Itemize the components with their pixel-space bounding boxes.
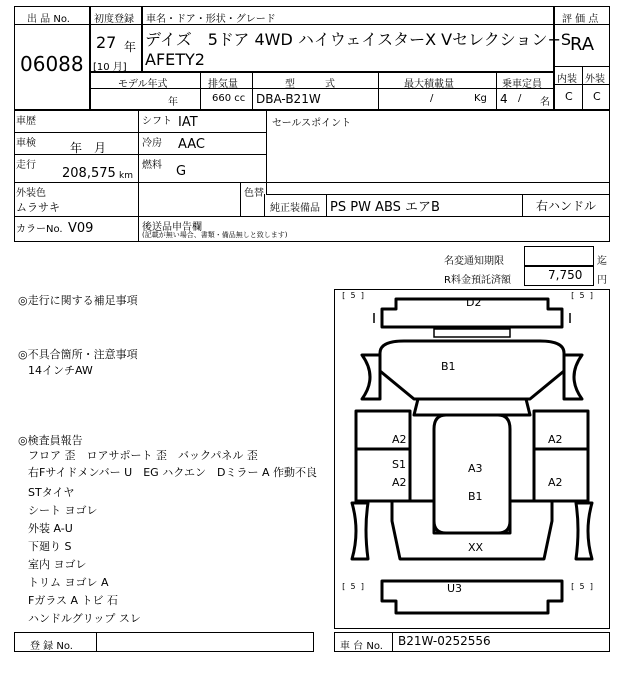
chassis-label: 車 台 No. [340, 641, 383, 652]
repaint-label: 色替 [244, 188, 264, 199]
car-name-line2: AFETY2 [145, 50, 205, 69]
chassis-number: B21W-0252556 [398, 634, 491, 648]
first-reg-month: [10 月] [93, 62, 127, 73]
capacity-label: 乗車定員 [502, 79, 542, 90]
type-value: DBA-B21W [256, 92, 321, 106]
color-value: ムラサキ [16, 201, 60, 214]
car-outline [334, 289, 610, 629]
fuel-label: 燃料 [142, 160, 162, 171]
displacement-value: 660 cc [212, 93, 246, 104]
inspector-line: 右Fサイドメンバー U EG ハクエン Dミラー A 作動不良 [28, 466, 317, 479]
recycle-label: R料金預託済額 [444, 275, 511, 286]
color-no-label: カラーNo. [16, 224, 63, 235]
tire-front-left-label: [ 5 ] [341, 291, 366, 300]
equipment-value: PS PW ABS エアB [330, 200, 440, 215]
color-no-value: V09 [68, 221, 94, 236]
damage-mark: A3 [468, 462, 483, 475]
inspector-line: Fガラス A トビ 石 [28, 594, 119, 607]
car-name-line1: デイズ 5ドア 4WD ハイウェイスターX Vセレクション+S [145, 30, 572, 49]
aircon-value: AAC [178, 137, 205, 152]
inspector-label: ◎検査員報告 [18, 434, 83, 447]
supplement-label: ◎走行に関する補足事項 [18, 294, 138, 307]
shaken-label: 車検 [16, 138, 36, 149]
damage-mark: XX [468, 541, 484, 554]
capacity-value: 4 [500, 92, 508, 106]
reg-no-label: 登 録 No. [30, 641, 73, 652]
damage-mark: S1 [392, 458, 406, 471]
inspector-line: 外装 A-U [28, 522, 73, 535]
first-reg-label: 初度登録 [94, 14, 134, 25]
steering-value: 右ハンドル [536, 199, 597, 213]
model-year-unit: 年 [168, 97, 178, 108]
shift-value: IAT [178, 115, 198, 130]
mileage-value: 208,575 [62, 166, 116, 181]
fuel-value: G [176, 164, 187, 179]
damage-mark: D2 [466, 296, 482, 309]
aircon-label: 冷房 [142, 138, 162, 149]
damage-mark: A2 [548, 476, 563, 489]
deadline-field [524, 246, 594, 266]
equipment-label: 純正装備品 [270, 203, 320, 214]
docs-label: 後送品申告欄 [142, 222, 202, 233]
inspector-line: シート ヨゴレ [28, 504, 98, 517]
damage-mark: A2 [392, 476, 407, 489]
inspector-line: 室内 ヨゴレ [28, 558, 87, 571]
load-label: 最大積載量 [404, 79, 454, 90]
inspector-line: STタイヤ [28, 486, 75, 499]
docs-note: (記載が無い場合、書類・備品無しと致します) [142, 231, 288, 239]
first-reg-year-unit: 年 [124, 40, 137, 54]
damage-mark: A2 [548, 433, 563, 446]
interior-score: C [565, 90, 573, 103]
damage-mark: B1 [441, 360, 456, 373]
deadline-label: 名変通知期限 [444, 256, 504, 267]
interior-label: 内装 [557, 74, 577, 85]
capacity-unit: 名 [540, 97, 550, 108]
tire-rear-right-label: [ 5 ] [570, 582, 595, 591]
inspector-line: フロア 歪 ロアサポート 歪 バックパネル 歪 [28, 449, 258, 462]
defect-item: 14インチAW [28, 364, 93, 377]
tire-rear-left-label: [ 5 ] [341, 582, 366, 591]
mileage-unit: km [119, 171, 133, 181]
tire-front-right-label: [ 5 ] [570, 291, 595, 300]
shift-label: シフト [142, 116, 172, 127]
defects-label: ◎不具合箇所・注意事項 [18, 348, 138, 361]
displacement-label: 排気量 [208, 79, 238, 90]
load-slash: / [430, 93, 434, 104]
inspector-line: トリム ヨゴレ A [28, 576, 109, 589]
damage-mark: U3 [447, 582, 463, 595]
damage-mark: A2 [392, 433, 407, 446]
damage-mark: B1 [468, 490, 483, 503]
exterior-label: 外装 [585, 74, 605, 85]
color-label: 外装色 [16, 188, 46, 199]
inspector-line: ハンドルグリップ スレ [28, 612, 141, 625]
recycle-unit: 円 [597, 275, 607, 286]
recycle-value: 7,750 [548, 268, 583, 282]
deadline-unit: 迄 [597, 256, 607, 267]
score-label: 評 価 点 [562, 14, 599, 25]
load-unit: Kg [474, 93, 487, 104]
lot-label: 出 品 No. [27, 14, 70, 25]
model-year-label: モデル年式 [118, 79, 168, 90]
exterior-score: C [593, 90, 601, 103]
capacity-slash: / [518, 93, 522, 104]
mileage-label: 走行 [16, 160, 36, 171]
lot-number: 06088 [20, 52, 84, 76]
car-name-label: 車名・ドア・形状・グレード [146, 14, 276, 25]
history-label: 車歴 [16, 116, 36, 127]
shaken-value: 年 月 [70, 141, 107, 155]
inspector-line: 下廻り S [28, 540, 72, 553]
overall-score: RA [570, 34, 595, 55]
sales-point-label: セールスポイント [272, 118, 352, 129]
first-reg-year: 27 [96, 33, 117, 52]
type-label: 型 式 [285, 79, 335, 90]
